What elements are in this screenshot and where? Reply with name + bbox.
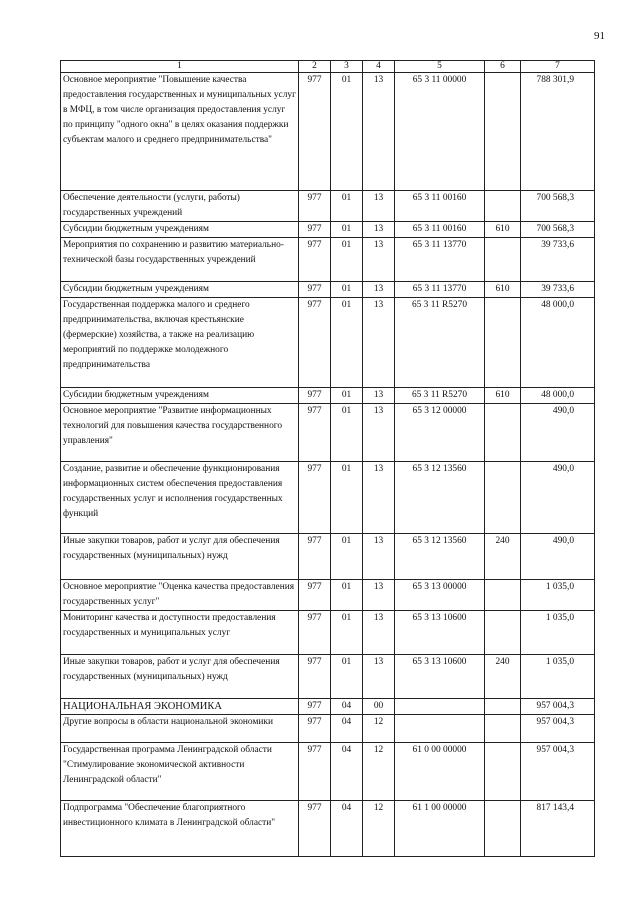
expense-type-cell	[485, 611, 521, 655]
expense-type-cell: 240	[485, 534, 521, 580]
target-article-cell: 61 0 00 00000	[395, 743, 485, 801]
grbs-cell: 977	[299, 222, 331, 238]
expense-type-cell	[485, 699, 521, 715]
expense-type-cell: 240	[485, 655, 521, 699]
subsection-cell: 12	[363, 801, 395, 857]
target-article-cell: 65 3 13 00000	[395, 580, 485, 611]
target-article-cell: 65 3 11 R5270	[395, 388, 485, 404]
target-article-cell	[395, 715, 485, 743]
grbs-cell: 977	[299, 534, 331, 580]
expense-type-cell	[485, 580, 521, 611]
table-row	[61, 580, 595, 611]
expense-type-cell	[485, 191, 521, 222]
amount-cell: 1 035,0	[521, 655, 595, 699]
row-name-cell: Основное мероприятие "Оценка качества предоставления государственных услуг"	[61, 580, 299, 611]
section-cell: 01	[331, 462, 363, 534]
row-name-cell: Основное мероприятие "Повышение качества предоставления государственных и муниципальных услуг в МФЦ, в том числе организация предоставления услуг по принципу "одного окна" в целях оказания поддержки субъектам малого и среднего предпринимательства"	[61, 73, 299, 191]
target-article-cell: 65 3 12 00000	[395, 404, 485, 462]
row-name-cell: Иные закупки товаров, работ и услуг для обеспечения государственных (муниципальных) нужд	[61, 655, 299, 699]
section-cell: 01	[331, 298, 363, 388]
table-row	[61, 611, 595, 655]
table-row	[61, 238, 595, 282]
grbs-cell: 977	[299, 611, 331, 655]
table-row	[61, 191, 595, 222]
table-row	[61, 298, 595, 388]
subsection-cell: 13	[363, 655, 395, 699]
row-name-cell: Мероприятия по сохранению и развитию материально-технической базы государственных учреждений	[61, 238, 299, 282]
target-article-cell: 61 1 00 00000	[395, 801, 485, 857]
grbs-cell: 977	[299, 580, 331, 611]
target-article-cell	[395, 699, 485, 715]
target-article-cell: 65 3 11 00000	[395, 73, 485, 191]
table-row	[61, 715, 595, 743]
target-article-cell: 65 3 12 13560	[395, 462, 485, 534]
table-row	[61, 655, 595, 699]
expense-type-cell	[485, 715, 521, 743]
section-cell: 01	[331, 73, 363, 191]
target-article-cell: 65 3 11 13770	[395, 282, 485, 298]
table-row	[61, 282, 595, 298]
section-cell: 04	[331, 801, 363, 857]
amount-cell: 48 000,0	[521, 298, 595, 388]
section-cell: 01	[331, 580, 363, 611]
expense-type-cell	[485, 404, 521, 462]
subsection-cell: 00	[363, 699, 395, 715]
grbs-cell: 977	[299, 191, 331, 222]
subsection-cell: 13	[363, 298, 395, 388]
table-header-row	[61, 61, 595, 73]
expense-type-cell	[485, 73, 521, 191]
row-name-cell: Создание, развитие и обеспечение функционирования информационных систем обеспечения предоставления государственных услуг и исполнения государственных функций	[61, 462, 299, 534]
row-name-cell: Иные закупки товаров, работ и услуг для обеспечения государственных (муниципальных) нужд	[61, 534, 299, 580]
subsection-cell: 13	[363, 404, 395, 462]
table-row	[61, 743, 595, 801]
amount-cell: 957 004,3	[521, 743, 595, 801]
expense-type-cell: 610	[485, 222, 521, 238]
amount-cell: 490,0	[521, 462, 595, 534]
row-name-cell: Мониторинг качества и доступности предоставления государственных и муниципальных услуг	[61, 611, 299, 655]
target-article-cell: 65 3 11 R5270	[395, 298, 485, 388]
grbs-cell: 977	[299, 801, 331, 857]
table-row	[61, 801, 595, 857]
expense-type-cell	[485, 298, 521, 388]
subsection-cell: 13	[363, 534, 395, 580]
header-cell: 6	[485, 61, 521, 73]
grbs-cell: 977	[299, 404, 331, 462]
subsection-cell: 13	[363, 388, 395, 404]
row-name-cell: Другие вопросы в области национальной экономики	[61, 715, 299, 743]
amount-cell: 700 568,3	[521, 222, 595, 238]
amount-cell: 39 733,6	[521, 238, 595, 282]
budget-table	[60, 60, 595, 857]
subsection-cell: 13	[363, 222, 395, 238]
section-cell: 04	[331, 715, 363, 743]
row-name-cell: Обеспечение деятельности (услуги, работы) государственных учреждений	[61, 191, 299, 222]
table-row	[61, 222, 595, 238]
expense-type-cell	[485, 238, 521, 282]
subsection-cell: 12	[363, 743, 395, 801]
amount-cell: 788 301,9	[521, 73, 595, 191]
table-row	[61, 699, 595, 715]
subsection-cell: 13	[363, 73, 395, 191]
row-name-cell: Подпрограмма "Обеспечение благоприятного инвестиционного климата в Ленинградской области"	[61, 801, 299, 857]
section-cell: 01	[331, 655, 363, 699]
amount-cell: 48 000,0	[521, 388, 595, 404]
header-cell: 7	[521, 61, 595, 73]
expense-type-cell	[485, 801, 521, 857]
amount-cell: 490,0	[521, 404, 595, 462]
amount-cell: 1 035,0	[521, 611, 595, 655]
row-name-cell: Государственная программа Ленинградской области "Стимулирование экономической активности Ленинградской области"	[61, 743, 299, 801]
section-cell: 04	[331, 699, 363, 715]
section-cell: 01	[331, 388, 363, 404]
table-row	[61, 404, 595, 462]
row-name-cell: НАЦИОНАЛЬНАЯ ЭКОНОМИКА	[61, 699, 299, 715]
page-number: 91	[594, 30, 605, 42]
subsection-cell: 13	[363, 282, 395, 298]
amount-cell: 700 568,3	[521, 191, 595, 222]
grbs-cell: 977	[299, 743, 331, 801]
target-article-cell: 65 3 11 00160	[395, 191, 485, 222]
subsection-cell: 12	[363, 715, 395, 743]
amount-cell: 1 035,0	[521, 580, 595, 611]
expense-type-cell: 610	[485, 282, 521, 298]
grbs-cell: 977	[299, 298, 331, 388]
header-cell: 5	[395, 61, 485, 73]
target-article-cell: 65 3 12 13560	[395, 534, 485, 580]
grbs-cell: 977	[299, 238, 331, 282]
grbs-cell: 977	[299, 715, 331, 743]
row-name-cell: Субсидии бюджетным учреждениям	[61, 388, 299, 404]
table-row	[61, 462, 595, 534]
table-row	[61, 534, 595, 580]
target-article-cell: 65 3 13 10600	[395, 611, 485, 655]
expense-type-cell	[485, 462, 521, 534]
section-cell: 01	[331, 611, 363, 655]
section-cell: 04	[331, 743, 363, 801]
target-article-cell: 65 3 11 13770	[395, 238, 485, 282]
section-cell: 01	[331, 191, 363, 222]
subsection-cell: 13	[363, 462, 395, 534]
amount-cell: 957 004,3	[521, 699, 595, 715]
expense-type-cell	[485, 743, 521, 801]
header-cell: 3	[331, 61, 363, 73]
header-cell: 1	[61, 61, 299, 73]
grbs-cell: 977	[299, 388, 331, 404]
row-name-cell: Субсидии бюджетным учреждениям	[61, 222, 299, 238]
header-cell: 4	[363, 61, 395, 73]
table-row	[61, 73, 595, 191]
amount-cell: 817 143,4	[521, 801, 595, 857]
amount-cell: 39 733,6	[521, 282, 595, 298]
subsection-cell: 13	[363, 191, 395, 222]
subsection-cell: 13	[363, 580, 395, 611]
section-cell: 01	[331, 534, 363, 580]
row-name-cell: Основное мероприятие "Развитие информационных технологий для повышения качества государственного управления"	[61, 404, 299, 462]
grbs-cell: 977	[299, 655, 331, 699]
section-cell: 01	[331, 404, 363, 462]
section-cell: 01	[331, 238, 363, 282]
table-row	[61, 388, 595, 404]
target-article-cell: 65 3 13 10600	[395, 655, 485, 699]
subsection-cell: 13	[363, 238, 395, 282]
row-name-cell: Государственная поддержка малого и среднего предпринимательства, включая крестьянские (фермерские) хозяйства, а также на реализацию мероприятий по поддержке молодежного предпринимательства	[61, 298, 299, 388]
section-cell: 01	[331, 222, 363, 238]
expense-type-cell: 610	[485, 388, 521, 404]
amount-cell: 957 004,3	[521, 715, 595, 743]
row-name-cell: Субсидии бюджетным учреждениям	[61, 282, 299, 298]
grbs-cell: 977	[299, 699, 331, 715]
amount-cell: 490,0	[521, 534, 595, 580]
subsection-cell: 13	[363, 611, 395, 655]
grbs-cell: 977	[299, 462, 331, 534]
section-cell: 01	[331, 282, 363, 298]
grbs-cell: 977	[299, 282, 331, 298]
grbs-cell: 977	[299, 73, 331, 191]
header-cell: 2	[299, 61, 331, 73]
target-article-cell: 65 3 11 00160	[395, 222, 485, 238]
